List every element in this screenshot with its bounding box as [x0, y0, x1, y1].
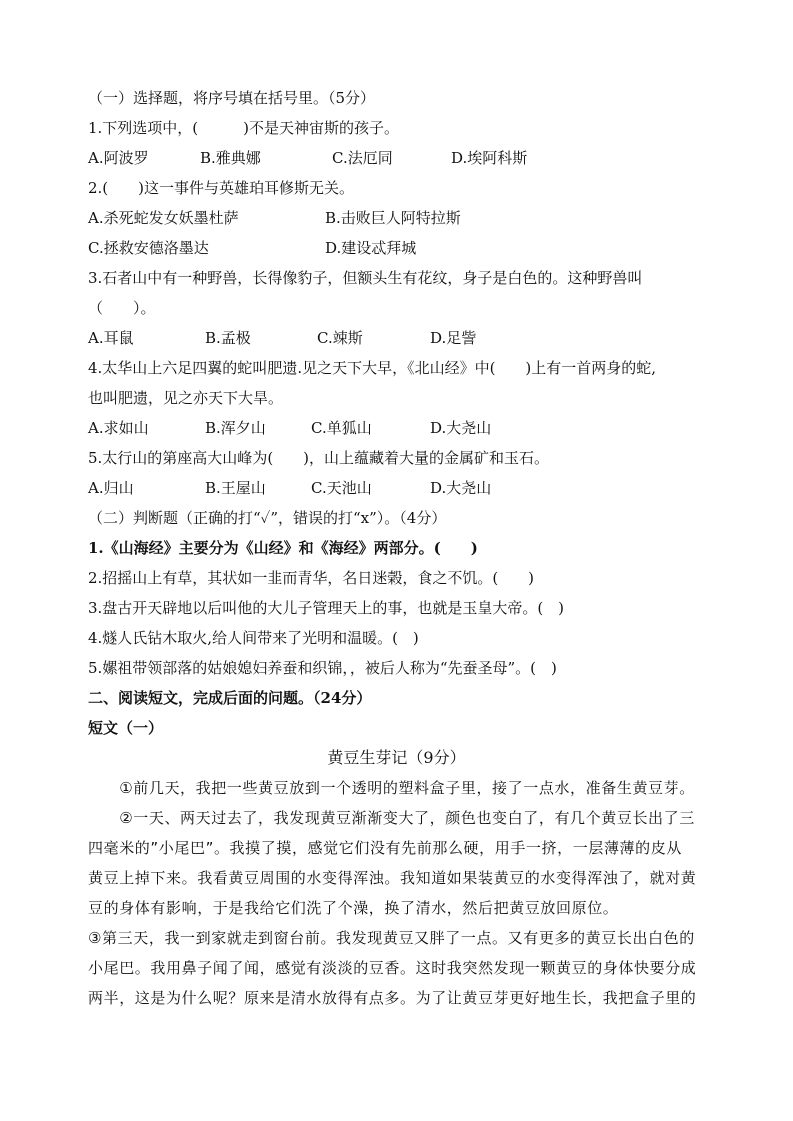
q5-stem: 5.太行山的第座高大山峰为( )，山上蕴藏着大量的金属矿和玉石。 [88, 449, 550, 467]
q5-option-a: A.归山 [88, 479, 134, 497]
q5-option-c: C.天池山 [311, 479, 372, 497]
q1-option-c: C.法厄同 [332, 149, 393, 167]
q4-stem-line2: 也叫肥遗，见之亦天下大旱。 [88, 389, 284, 407]
q2-stem: 2.( )这一事件与英雄珀耳修斯无关。 [88, 179, 355, 197]
passage-line-5: 豆的身体有影响，于是我给它们洗了个澡，换了清水，然后把黄豆放回原位。 [88, 899, 619, 917]
q1-stem: 1.下列选项中，( )不是天神宙斯的孩子。 [88, 119, 400, 137]
passage-title: 黄豆生芽记（9分） [327, 748, 466, 767]
passage-line-6: ③第三天，我一到家就走到窗台前。我发现黄豆又胖了一点。又有更多的黄豆长出白色的 [88, 929, 695, 947]
passage-line-4: 黄豆上掉下来。我看黄豆周围的水变得浑浊。我知道如果装黄豆的水变得浑浊了，就对黄 [88, 869, 697, 887]
q5-option-b: B.王屋山 [205, 479, 266, 497]
q4-option-d: D.大尧山 [430, 419, 492, 437]
q1-option-b: B.雅典娜 [200, 149, 261, 167]
q1-option-d: D.埃阿科斯 [451, 149, 528, 167]
q3-option-a: A.耳鼠 [88, 329, 134, 347]
q2-option-a: A.杀死蛇发女妖墨杜萨 [88, 209, 239, 227]
q3-option-d: D.足訾 [430, 329, 477, 347]
q2-option-c: C.拯救安德洛墨达 [88, 239, 209, 257]
judge-item-5: 5.嫘祖带领部落的姑娘媳妇养蚕和织锦，，被后人称为“先蚕圣母”。( ) [88, 659, 557, 677]
q4-option-a: A.求如山 [88, 419, 149, 437]
q3-option-c: C.竦斯 [317, 329, 363, 347]
q1-option-a: A.阿波罗 [88, 149, 149, 167]
q5-option-d: D.大尧山 [430, 479, 492, 497]
q2-option-d: D.建设忒拜城 [325, 239, 417, 257]
section1-title: （一）选择题，将序号填在括号里。（5分） [88, 89, 376, 107]
judge-item-4: 4.燧人氏钻木取火,给人间带来了光明和温暖。( ) [88, 629, 419, 647]
q4-option-b: B.浑夕山 [205, 419, 266, 437]
passage-line-8: 两半，这是为什么呢？原来是清水放得有点多。为了让黄豆芽更好地生长，我把盒子里的 [88, 989, 697, 1007]
q3-stem-line2: （ ）。 [88, 299, 156, 317]
q3-stem-line1: 3.石者山中有一种野兽，长得像豹子，但额头生有花纹，身子是白色的。这种野兽叫 [88, 269, 643, 287]
q4-option-c: C.单狐山 [311, 419, 372, 437]
passage-label: 短文（一） [88, 719, 164, 737]
q4-stem-line1: 4.太华山上六足四翼的蛇叫肥遗.见之天下大早，《北山经》中( )上有一首两身的蛇, [88, 359, 657, 377]
passage-line-3: 四毫米的”小尾巴”。我摸了摸，感觉它们没有先前那么硬，用手一挤，一层薄薄的皮从 [88, 839, 682, 857]
judge-item-2: 2.招摇山上有草，其状如一韭而青华，名日迷榖，食之不饥。( ) [88, 569, 535, 587]
section2-title: （二）判断题（正确的打“✓”，错误的打“x”）。（4分） [88, 509, 447, 527]
passage-line-1: ①前几天，我把一些黄豆放到一个透明的塑料盒子里，接了一点水，准备生黄豆芽。 [88, 779, 695, 797]
judge-item-1: 1.《山海经》主要分为《山经》和《海经》两部分。( ) [88, 539, 478, 557]
q3-option-b: B.孟极 [205, 329, 251, 347]
part2-title: 二、阅读短文，完成后面的问题。（24分） [88, 689, 372, 707]
q2-option-b: B.击败巨人阿特拉斯 [325, 209, 461, 227]
passage-line-2: ②一天、两天过去了，我发现黄豆渐渐变大了，颜色也变白了，有几个黄豆长出了三 [88, 809, 695, 827]
passage-line-7: 小尾巴。我用鼻子闻了闻，感觉有淡淡的豆香。这时我突然发现一颗黄豆的身体快要分成 [88, 959, 697, 977]
judge-item-3: 3.盘古开天辟地以后叫他的大儿子管理天上的事，也就是玉皇大帝。( ) [88, 599, 565, 617]
